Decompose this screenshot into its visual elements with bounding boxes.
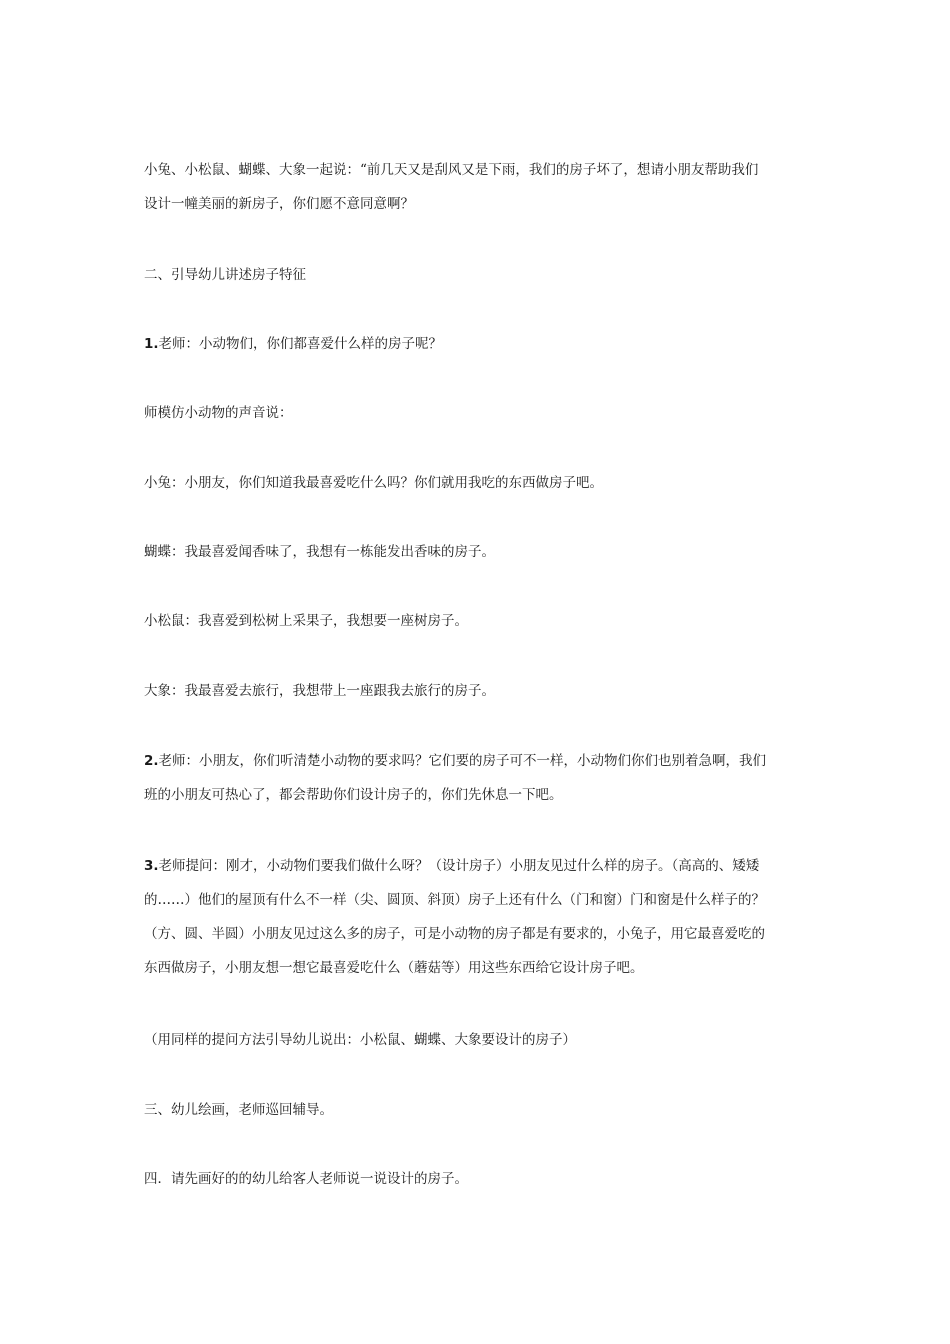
- text-line: 小兔：小朋友，你们知道我最喜爱吃什么吗？你们就用我吃的东西做房子吧。: [144, 475, 603, 491]
- text-line: 老师：小动物们，你们都喜爱什么样的房子呢？: [158, 336, 443, 352]
- step-number: 2.: [144, 753, 159, 769]
- step-number: 3.: [144, 858, 159, 874]
- text-line: 设计一幢美丽的新房子，你们愿不意同意啊？: [144, 196, 414, 212]
- paragraph-squirrel: [144, 604, 809, 638]
- text-line: 老师：小朋友，你们听清楚小动物的要求吗？它们要的房子可不一样，小动物们你们也别着急啊，我们: [158, 753, 767, 769]
- text-line: 师模仿小动物的声音说：: [144, 405, 293, 421]
- section-heading-4: [144, 1162, 809, 1196]
- text-line: 蝴蝶：我最喜爱闻香味了，我想有一栋能发出香味的房子。: [144, 544, 495, 560]
- text-line: 小松鼠：我喜爱到松树上采果子，我想要一座树房子。: [144, 613, 468, 629]
- paragraph-rabbit: [144, 466, 809, 500]
- paragraph-step-1: [144, 327, 809, 361]
- text-line: 班的小朋友可热心了，都会帮助你们设计房子的，你们先休息一下吧。: [144, 787, 563, 803]
- text-line: 四．请先画好的的幼儿给客人老师说一说设计的房子。: [144, 1171, 468, 1187]
- text-line: 小兔、小松鼠、蝴蝶、大象一起说：“前几天又是刮风又是下雨，我们的房子坏了，想请小朋友帮助我们: [144, 162, 759, 178]
- text-line: 三、幼儿绘画，老师巡回辅导。: [144, 1102, 333, 1118]
- text-line: 东西做房子，小朋友想一想它最喜爱吃什么（蘑菇等）用这些东西给它设计房子吧。: [144, 960, 644, 976]
- paragraph-same-method: [144, 1023, 809, 1057]
- step-number: 1.: [144, 336, 159, 352]
- text-line: （方、圆、半圆）小朋友见过这么多的房子，可是小动物的房子都是有要求的，小兔子，用它最喜爱吃的: [144, 926, 765, 942]
- paragraph-teacher-imitate: [144, 396, 809, 430]
- section-heading-2: [144, 258, 809, 292]
- paragraph-step-2: [144, 744, 809, 812]
- paragraph-intro: [144, 153, 809, 221]
- paragraph-butterfly: [144, 535, 809, 569]
- text-line: 的……）他们的屋顶有什么不一样（尖、圆顶、斜顶）房子上还有什么（门和窗）门和窗是什么样子的？: [144, 892, 765, 908]
- section-heading-3: [144, 1093, 809, 1127]
- text-line: 老师提问：刚才，小动物们要我们做什么呀？（设计房子）小朋友见过什么样的房子。（高高的、矮矮: [158, 858, 760, 874]
- text-line: （用同样的提问方法引导幼儿说出：小松鼠、蝴蝶、大象要设计的房子）: [144, 1032, 576, 1048]
- paragraph-elephant: [144, 674, 809, 708]
- text-line: 大象：我最喜爱去旅行，我想带上一座跟我去旅行的房子。: [144, 683, 495, 699]
- paragraph-step-3: [144, 849, 809, 985]
- text-line: 二、引导幼儿讲述房子特征: [144, 267, 306, 283]
